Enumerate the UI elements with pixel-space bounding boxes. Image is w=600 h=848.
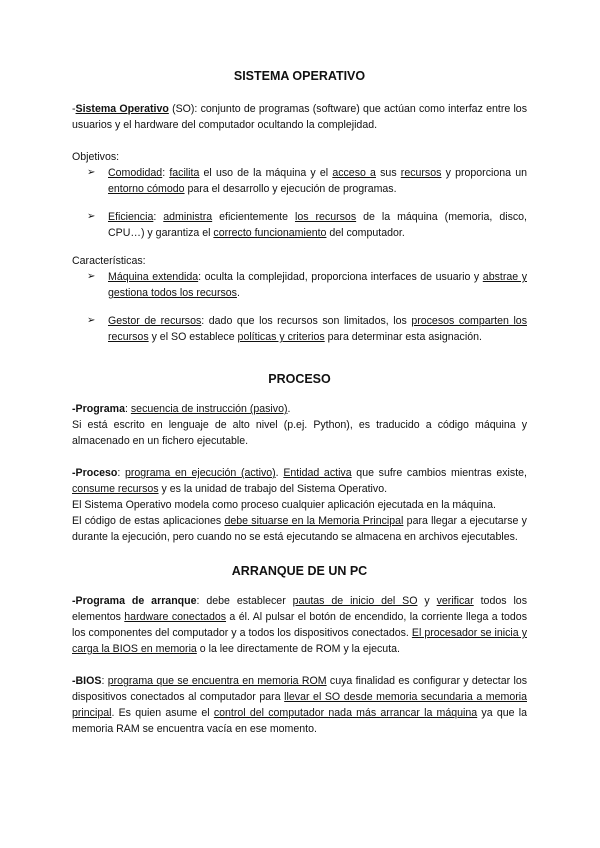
list-item: ➢ Eficiencia: administra eficientemente los recursos de la máquina (memoria, disco, CPU…) y garantiza el correcto funcionamiento del computador. bbox=[87, 211, 527, 239]
list-item: ➢ Gestor de recursos: dado que los recursos son limitados, los procesos comparten los recursos y el SO establece políticas y criterios para determinar esta asignación. bbox=[87, 315, 527, 343]
so-definition: -Sistema Operativo (SO): conjunto de programas (software) que actúan como interfaz entre los usuarios y el hardware del computador ocultando la complejidad. bbox=[72, 103, 527, 131]
arranque-definition: -Programa de arranque: debe establecer pautas de inicio del SO y verificar todos los elementos hardware conectados a él. Al pulsar el botón de encendido, la corriente llega a todos los componentes del computador y a todos los dispositivos conectados. El procesador se inicia y carga la BIOS en memoria o la lee directamente de ROM y la ejecuta. bbox=[72, 595, 527, 655]
proceso-definition: -Proceso: programa en ejecución (activo). Entidad activa que sufre cambios mientras existe, consume recursos y es la unidad de trabajo del Sistema Operativo. bbox=[72, 467, 527, 495]
arrow-bullet-icon: ➢ bbox=[87, 211, 96, 222]
arrow-bullet-icon: ➢ bbox=[87, 271, 96, 282]
page-title: SISTEMA OPERATIVO bbox=[233, 69, 366, 83]
arrow-bullet-icon: ➢ bbox=[87, 167, 96, 178]
proceso-paragraph-3: El código de estas aplicaciones debe situarse en la Memoria Principal para llegar a ejecutarse y durante la ejecución, pero cuando no se está ejecutando se almacena en archivos ejecutables. bbox=[72, 515, 527, 543]
caracteristicas-heading: Características: bbox=[72, 255, 146, 267]
list-item: ➢ Comodidad: facilita el uso de la máquina y el acceso a sus recursos y proporciona un entorno cómodo para el desarrollo y ejecución de programas. bbox=[87, 167, 527, 195]
bios-definition: -BIOS: programa que se encuentra en memoria ROM cuya finalidad es configurar y detectar los dispositivos conectados al computador para llevar el SO desde memoria secundaria a memoria principal. Es quien asume el control del computador nada más arrancar la máquina ya que la memoria RAM se encuentra vacía en ese momento. bbox=[72, 675, 528, 735]
arrow-bullet-icon: ➢ bbox=[87, 315, 96, 326]
proceso-paragraph-2: El Sistema Operativo modela como proceso cualquier aplicación ejecutada en la máquina. bbox=[72, 499, 496, 511]
so-term: Sistema Operativo bbox=[75, 103, 169, 115]
objetivos-heading: Objetivos: bbox=[72, 151, 120, 163]
list-item: ➢ Máquina extendida: oculta la complejidad, proporciona interfaces de usuario y abstrae y gestiona todos los recursos. bbox=[87, 271, 527, 299]
document-body bbox=[72, 68, 527, 737]
proceso-section-title: PROCESO bbox=[268, 372, 331, 386]
arranque-section-title: ARRANQUE DE UN PC bbox=[231, 564, 368, 578]
objetivos-list bbox=[72, 165, 527, 241]
caracteristicas-list bbox=[72, 269, 527, 345]
programa-definition: -Programa: secuencia de instrucción (pasivo). Si está escrito en lenguaje de alto nivel (p.ej. Python), es traducido a código máquina y almacenado en un fichero ejecutable. bbox=[72, 403, 527, 447]
